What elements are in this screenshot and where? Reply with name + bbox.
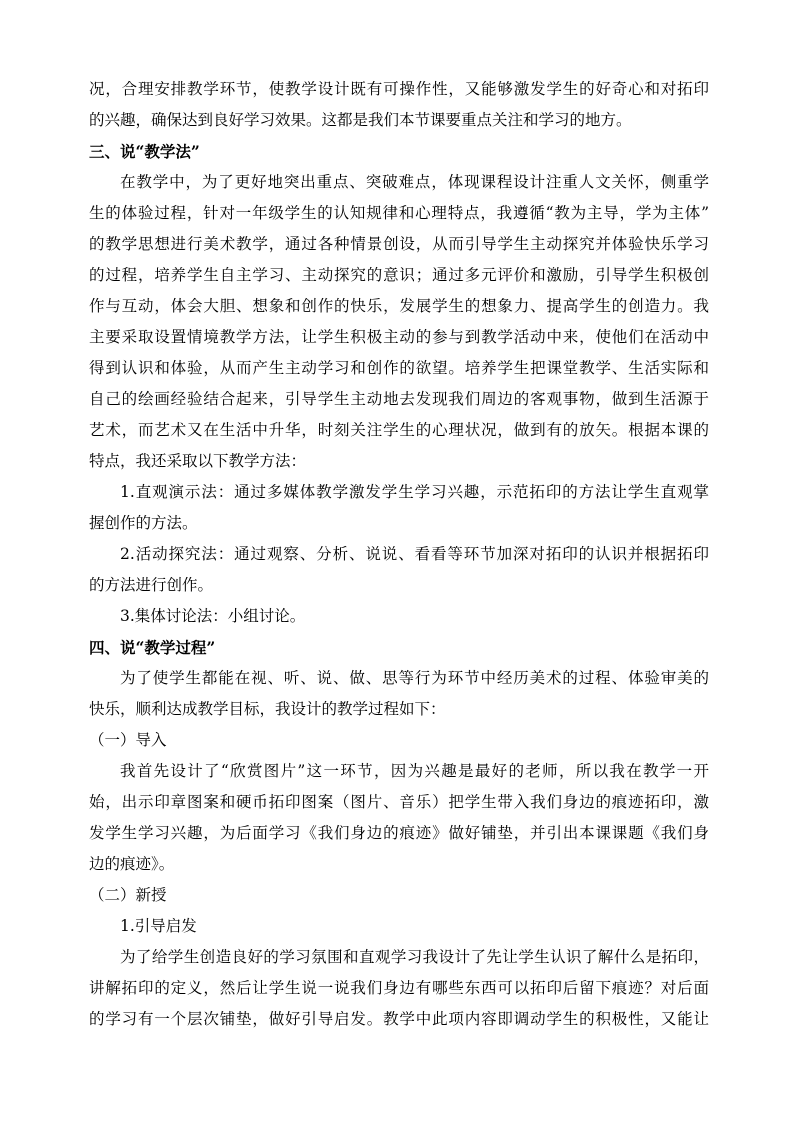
paragraph-first-line: 2.活动探究法：通过观察、分析、说说、看看等环节加深对拓印的认识并根据拓印: [120, 545, 709, 563]
paragraph-line: 自己的绘画经验结合起来，引导学生主动地去发现我们周边的客观事物，做到生活源于: [89, 390, 709, 408]
paragraph-line: 的过程，培养学生自主学习、主动探究的意识；通过多元评价和激励，引导学生积极创: [89, 266, 709, 284]
paragraph-first-line: 我首先设计了“欣赏图片”这一环节，因为兴趣是最好的老师，所以我在教学一开: [120, 762, 709, 780]
paragraph-line: 况，合理安排教学环节，使教学设计既有可操作性，又能够激发学生的好奇心和对拓印: [89, 80, 709, 98]
paragraph-line: （一）导入: [89, 731, 167, 749]
paragraph-line: 的方法进行创作。: [89, 576, 214, 594]
document-page: [89, 74, 709, 1035]
paragraph-line: 特点，我还采取以下教学方法：: [89, 452, 307, 470]
section-heading: 四、说“教学过程”: [89, 638, 216, 657]
paragraph-line: 发学生学习兴趣，为后面学习《我们身边的痕迹》做好铺垫，并引出本课课题《我们身: [89, 824, 709, 842]
paragraph-line: 讲解拓印的定义，然后让学生说一说我们身边有哪些东西可以拓印后留下痕迹？对后面: [89, 979, 709, 997]
paragraph-first-line: 1.直观演示法：通过多媒体教学激发学生学习兴趣，示范拓印的方法让学生直观掌: [120, 483, 709, 501]
paragraph-line: 快乐，顺利达成教学目标，我设计的教学过程如下：: [89, 700, 446, 718]
paragraph-first-line: 3.集体讨论法：小组讨论。: [120, 607, 306, 625]
paragraph-first-line: 为了给学生创造良好的学习氛围和直观学习我设计了先让学生认识了解什么是拓印，: [120, 948, 709, 966]
paragraph-line: 的教学思想进行美术教学，通过各种情景创设，从而引导学生主动探究并体验快乐学习: [89, 235, 709, 253]
paragraph-line: 边的痕迹》。: [89, 855, 175, 873]
paragraph-line: 生的体验过程，针对一年级学生的认知规律和心理特点，我遵循“教为主导，学为主体”: [89, 204, 709, 222]
paragraph-first-line: 1.引导启发: [120, 917, 197, 935]
paragraph-line: 作与互动，体会大胆、想象和创作的快乐，发展学生的想象力、提高学生的创造力。我: [89, 297, 709, 315]
paragraph-line: 艺术，而艺术又在生活中升华，时刻关注学生的心理状况，做到有的放矢。根据本课的: [89, 421, 709, 439]
paragraph-line: 主要采取设置情境教学方法，让学生积极主动的参与到教学活动中来，使他们在活动中: [89, 328, 709, 346]
paragraph-line: 握创作的方法。: [89, 514, 198, 532]
paragraph-first-line: 在教学中，为了更好地突出重点、突破难点，体现课程设计注重人文关怀，侧重学: [120, 173, 709, 191]
section-heading: 三、说“教学法”: [89, 142, 200, 161]
paragraph-line: 得到认识和体验，从而产生主动学习和创作的欲望。培养学生把课堂教学、生活实际和: [89, 359, 709, 377]
paragraph-line: 的兴趣，确保达到良好学习效果。这都是我们本节课要重点关注和学习的地方。: [89, 111, 632, 129]
paragraph-first-line: 为了使学生都能在视、听、说、做、思等行为环节中经历美术的过程、体验审美的: [120, 669, 709, 687]
paragraph-line: （二）新授: [89, 886, 167, 904]
paragraph-line: 的学习有一个层次铺垫，做好引导启发。教学中此项内容即调动学生的积极性，又能让: [89, 1010, 709, 1028]
paragraph-line: 始，出示印章图案和硬币拓印图案（图片、音乐）把学生带入我们身边的痕迹拓印，激: [89, 793, 709, 811]
